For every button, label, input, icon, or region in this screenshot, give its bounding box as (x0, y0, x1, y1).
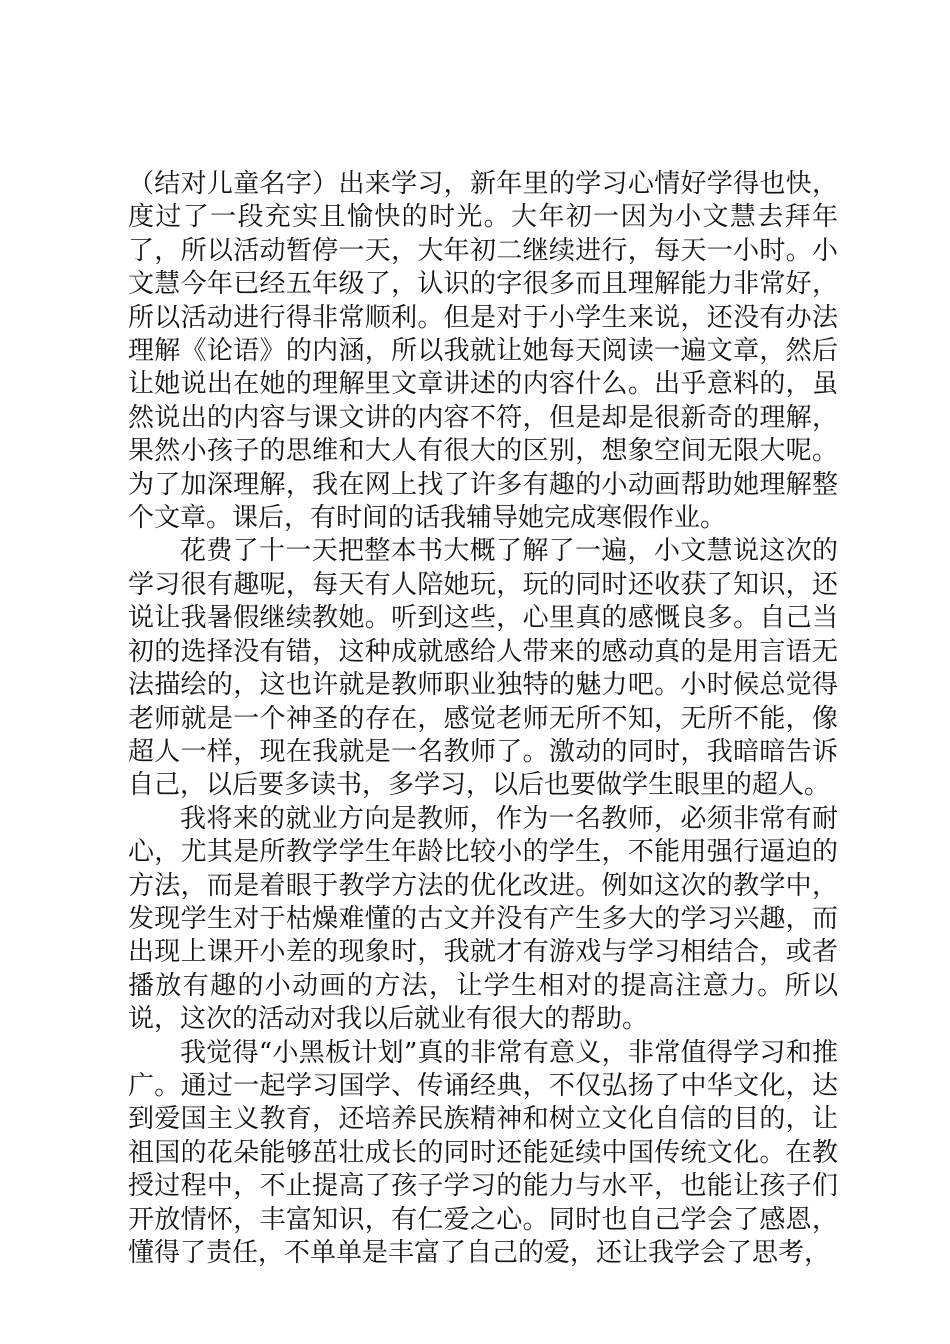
paragraph-1: （结对儿童名字）出来学习，新年里的学习心情好学得也快，度过了一段充实且愉快的时光。大年初一因为小文慧去拜年了，所以活动暂停一天，大年初二继续进行，每天一小时。小文慧今年已经五年级了，认识的字很多而且理解能力非常好，所以活动进行得非常顺利。但是对于小学生来说，还没有办法理解《论语》的内涵，所以我就让她每天阅读一遍文章，然后让她说出在她的理解里文章讲述的内容什么。出乎意料的，虽然说出的内容与课文讲的内容不符，但是却是很新奇的理解，果然小孩子的思维和大人有很大的区别，想象空间无限大呢。为了加深理解，我在网上找了许多有趣的小动画帮助她理解整个文章。课后，有时间的话我辅导她完成寒假作业。 (128, 169, 838, 534)
paragraph-4: 我觉得“小黑板计划”真的非常有意义，非常值得学习和推广。通过一起学习国学、传诵经典，不仅弘扬了中华文化，达到爱国主义教育，还培养民族精神和树立文化自信的目的，让祖国的花朵能够茁壮成长的同时还能延续中国传统文化。在教授过程中，不止提高了孩子学习的能力与水平，也能让孩子们开放情怀，丰富知识，有仁爱之心。同时也自己学会了感恩，懂得了责任，不单单是丰富了自己的爱，还让我学会了思考， (128, 1037, 838, 1268)
paragraph-3: 我将来的就业方向是教师，作为一名教师，必须非常有耐心，尤其是所教学学生年龄比较小的学生，不能用强行逼迫的方法，而是着眼于教学方法的优化改进。例如这次的教学中，发现学生对于枯燥难懂的古文并没有产生多大的学习兴趣，而出现上课开小差的现象时，我就才有游戏与学习相结合，或者播放有趣的小动画的方法，让学生相对的提高注意力。所以说，这次的活动对我以后就业有很大的帮助。 (128, 803, 838, 1035)
document-body (128, 168, 838, 1270)
paragraph-2: 花费了十一天把整本书大概了解了一遍，小文慧说这次的学习很有趣呢，每天有人陪她玩，玩的同时还收获了知识，还说让我暑假继续教她。听到这些，心里真的感慨良多。自己当初的选择没有错，这种成就感给人带来的感动真的是用言语无法描绘的，这也许就是教师职业独特的魅力吧。小时候总觉得老师就是一个神圣的存在，感觉老师无所不知，无所不能，像超人一样，现在我就是一名教师了。激动的同时，我暗暗告诉自己，以后要多读书，多学习，以后也要做学生眼里的超人。 (128, 536, 838, 801)
